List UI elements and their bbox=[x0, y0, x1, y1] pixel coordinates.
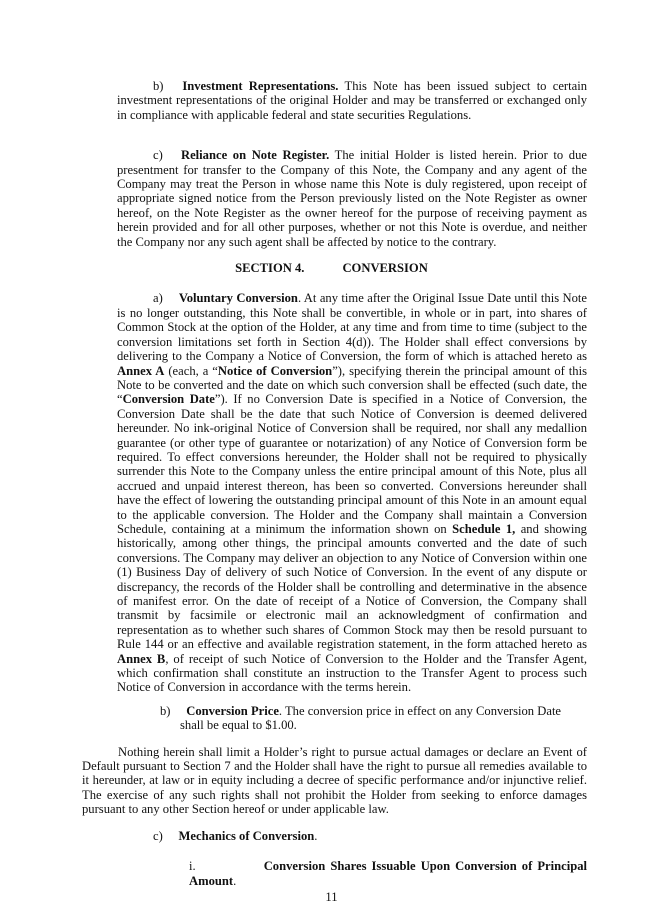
bold-term: Conversion Price bbox=[186, 703, 279, 718]
paragraph-conversion-price bbox=[160, 703, 575, 733]
text-run: ”). If no Conversion Date is specified in a Notice of Conversion, the Conversion Date shall be the date that such Notice of Conversion is deemed delivered hereunder. No ink-original Notice of Conversion shall be required, nor shall any medallion guarantee (or other type of guarantee or notarization) of any Notice of Conversion form be required. To effect conversions hereunder, the Holder shall not be required to physically surrender this Note to the Company unless the entire principal amount of this Note, plus all accrued and unpaid interest thereon, has been so converted. Conversions hereunder shall have the effect of lowering the outstanding principal amount of this Note in an amount equal to the applicable conversion. The Holder and the Company shall maintain a Conversion Schedule, containing at a minimum the information shown on bbox=[117, 392, 587, 536]
paragraph-voluntary-conversion bbox=[117, 291, 587, 694]
text-run: b) bbox=[153, 79, 183, 93]
text-run: . The conversion price in effect on any Conversion Date shall be equal to $1.00. bbox=[180, 703, 562, 733]
paragraph-mechanics-of-conversion bbox=[153, 829, 583, 843]
text-run: This Note has been issued subject to certain investment representations of the original Holder and may be transferred or exchanged only in compliance with applicable federal and state securities Regulations. bbox=[117, 79, 588, 122]
text-run: , of receipt of such Notice of Conversion to the Holder and the Transfer Agent, which confirmation shall constitute an instruction to the Transfer Agent to process such Notice of Conversion in accordance with the terms herein. bbox=[117, 651, 587, 695]
bold-term: Reliance on Note Register. bbox=[181, 148, 330, 163]
text-run: . At any time after the Original Issue Date until this Note is no longer outstanding, this Note shall be convertible, in whole or in part, into shares of Common Stock at the option of the Holder, at any time and from time to time (subject to the conversion limitations set forth in Section 4(d)). The Holder shall effect conversions by delivering to the Company a Notice of Conversion, the form of which is attached hereto as bbox=[117, 291, 588, 364]
text-run: b) bbox=[160, 703, 187, 718]
text-run: . bbox=[233, 873, 237, 888]
bold-term: Schedule 1, bbox=[452, 521, 516, 536]
section-number: SECTION 4. bbox=[235, 261, 305, 276]
paragraph-conversion-shares-issuable bbox=[189, 859, 587, 888]
section-heading bbox=[0, 261, 663, 275]
paragraph-investment-representations bbox=[117, 79, 587, 122]
section-title: CONVERSION bbox=[342, 261, 428, 276]
text-run: i. bbox=[189, 859, 264, 874]
bold-term: Mechanics of Conversion bbox=[178, 828, 315, 843]
bold-term: Investment Representations. bbox=[182, 79, 339, 93]
bold-term: Conversion Shares Issuable Upon Conversion of Principal Amount bbox=[189, 859, 588, 888]
text-run: The initial Holder is listed herein. Prior to due presentment for transfer to the Company of this Note, the Company and any agent of the Company may treat the Person in whose name this Note is duly registered, upon receipt of appropriate signed notice from the Person previously listed on the Note Register as owner hereof, on the Note Register as the owner hereof for the purpose of receiving payment as herein provided and for all other purposes, whether or not this Note is overdue, and neither the Company nor any such agent shall be affected by notice to the contrary. bbox=[117, 148, 587, 249]
bold-term: Annex B bbox=[117, 651, 166, 666]
text-run: Nothing herein shall limit a Holder’s right to pursue actual damages or declare an Event of Default pursuant to Section 7 and the Holder shall have the right to pursue all remedies available to it hereunder, at law or in equity including a decree of specific performance and/or injunctive relief. The exercise of any such rights shall not prohibit the Holder from seeking to enforce damages pursuant to any other Section hereof or under applicable law. bbox=[82, 744, 587, 817]
text-run: c) bbox=[153, 828, 179, 843]
text-run: a) bbox=[153, 291, 179, 306]
text-run: (each, a “ bbox=[164, 363, 218, 378]
page-number: 11 bbox=[325, 889, 338, 904]
text-run: . bbox=[314, 828, 318, 843]
bold-term: Voluntary Conversion bbox=[178, 291, 298, 306]
paragraph-remedies bbox=[82, 745, 587, 817]
text-run: and showing historically, among other things, the principal amounts converted and the date of such conversions. The Company may deliver an objection to any Notice of Conversion within one (1) Business Day of delivery of such Notice of Conversion. In the event of any dispute or discrepancy, the records of the Holder shall be controlling and determinative in the absence of manifest error. On the date of receipt of a Notice of Conversion, the Company shall transmit by facsimile or electronic mail an acknowledgment of confirmation and representation as to whether such shares of Common Stock may then be resold pursuant to Rule 144 or an effective and available registration statement, in the form attached hereto as bbox=[117, 521, 587, 652]
bold-term: Conversion Date bbox=[122, 392, 215, 407]
paragraph-reliance-on-note-register bbox=[117, 148, 587, 249]
text-run: ”), specifying therein the principal amount of this Note to be converted and the date on which such conversion shall be effected (such date, the “ bbox=[117, 363, 587, 407]
bold-term: Notice of Conversion bbox=[217, 363, 333, 378]
bold-term: Annex A bbox=[117, 363, 165, 378]
text-run: c) bbox=[153, 148, 181, 163]
